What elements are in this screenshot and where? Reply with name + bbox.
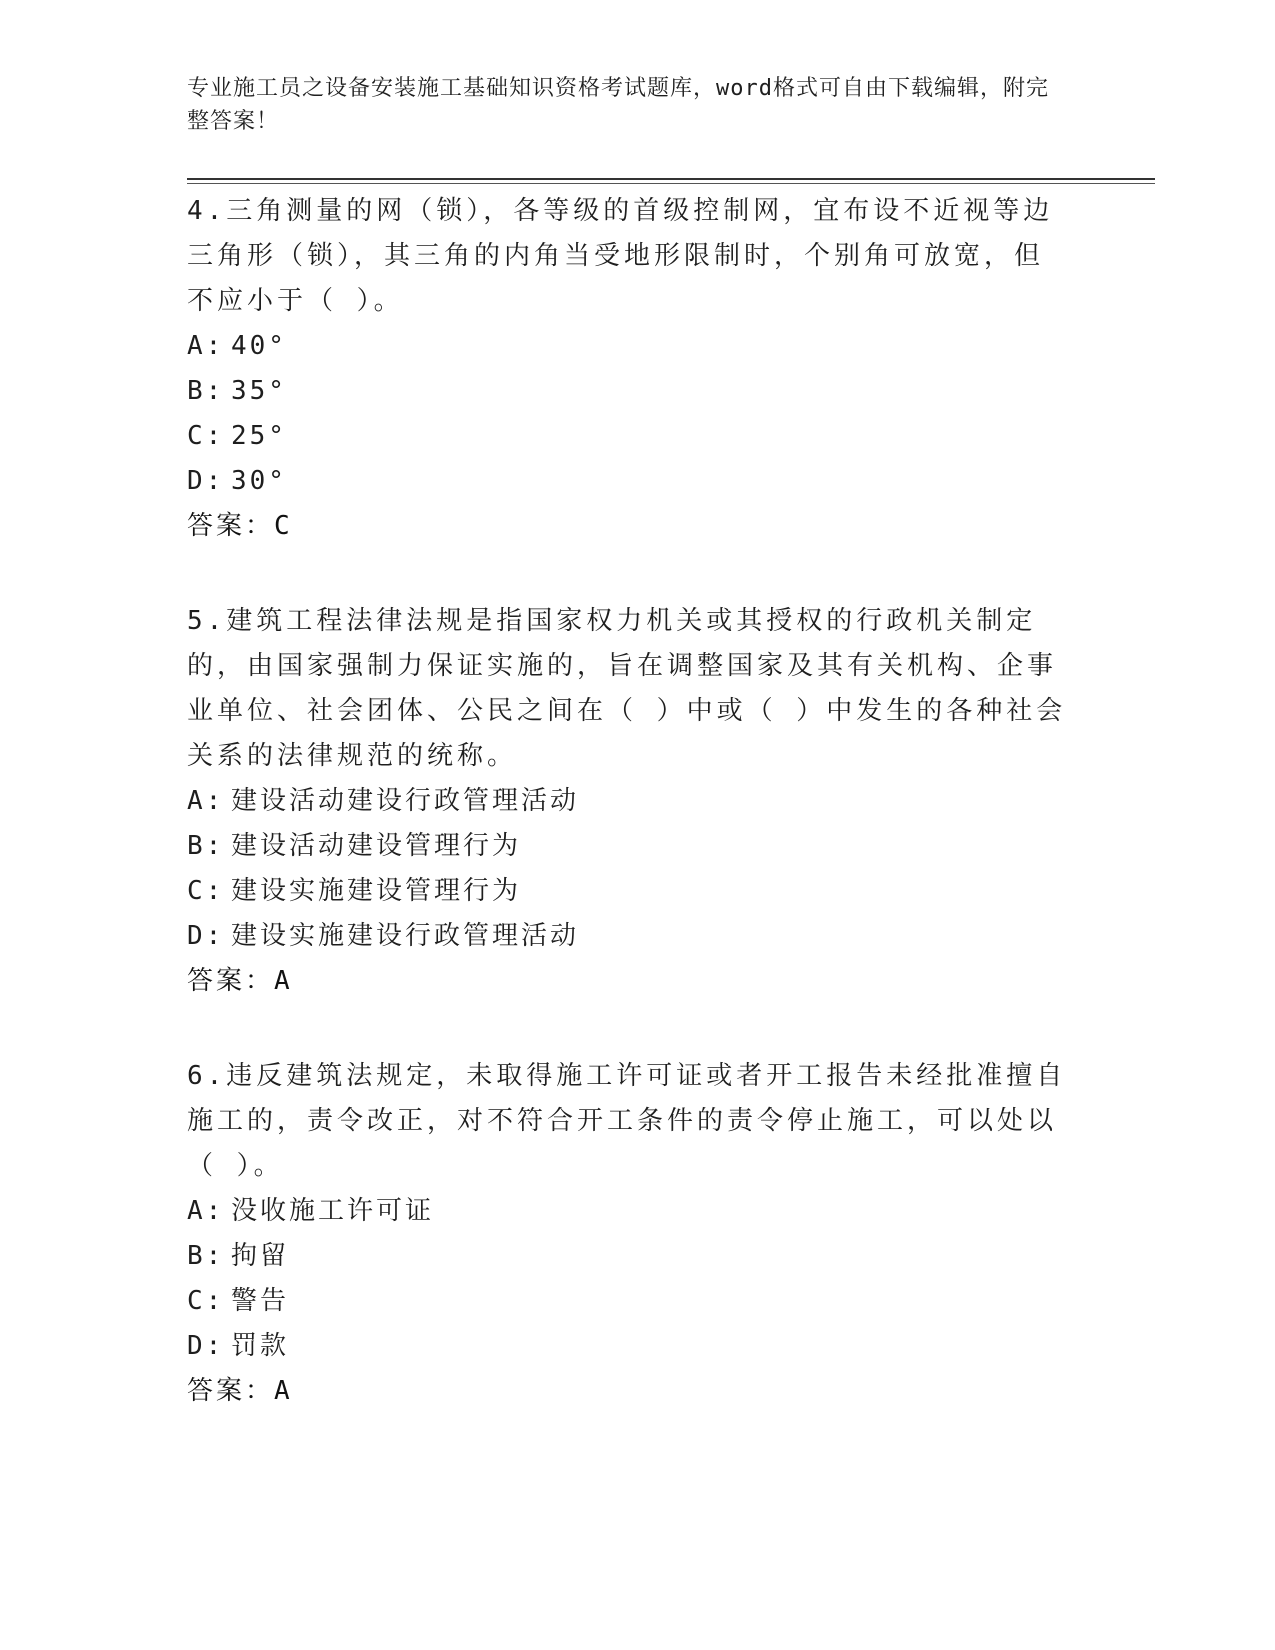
option-key: D: <box>187 921 225 951</box>
option-b <box>187 369 1067 414</box>
option-a <box>187 779 1067 824</box>
option-d <box>187 914 1067 959</box>
option-text: 35° <box>231 376 287 406</box>
option-d <box>187 459 1067 504</box>
option-key: B: <box>187 1241 225 1271</box>
question-stem: 5.建筑工程法律法规是指国家权力机关或其授权的行政机关制定的，由国家强制力保证实施的，旨在调整国家及其有关机构、企事业单位、社会团体、公民之间在（ ）中或（ ）中发生的各种社会关系的法律规范的统称。 <box>187 606 1067 771</box>
option-key: D: <box>187 466 225 496</box>
option-c <box>187 869 1067 914</box>
header-divider-thin <box>187 183 1155 184</box>
option-a <box>187 324 1067 369</box>
answer-line: 答案：A <box>187 1376 293 1406</box>
option-text: 罚款 <box>231 1331 290 1361</box>
option-b <box>187 1234 1067 1279</box>
question-5 <box>187 599 1067 1004</box>
question-4 <box>187 189 1067 549</box>
option-text: 建设活动建设管理行为 <box>231 831 522 861</box>
option-d <box>187 1324 1067 1369</box>
option-key: D: <box>187 1331 225 1361</box>
option-key: C: <box>187 421 225 451</box>
question-stem: 4.三角测量的网（锁），各等级的首级控制网，宜布设不近视等边三角形（锁），其三角的内角当受地形限制时，个别角可放宽，但不应小于（ ）。 <box>187 196 1054 316</box>
option-text: 建设活动建设行政管理活动 <box>231 786 580 816</box>
option-text: 建设实施建设行政管理活动 <box>231 921 580 951</box>
option-key: A: <box>187 786 225 816</box>
option-key: B: <box>187 831 225 861</box>
answer-line: 答案：A <box>187 966 293 996</box>
question-6 <box>187 1054 1067 1414</box>
option-c <box>187 1279 1067 1324</box>
header-divider-thick <box>187 178 1155 180</box>
option-text: 拘留 <box>231 1241 290 1271</box>
option-key: B: <box>187 376 225 406</box>
option-a <box>187 1189 1067 1234</box>
option-text: 40° <box>231 331 287 361</box>
option-key: A: <box>187 1196 225 1226</box>
option-c <box>187 414 1067 459</box>
answer-line: 答案：C <box>187 511 293 541</box>
option-text: 没收施工许可证 <box>231 1196 435 1226</box>
question-stem: 6.违反建筑法规定，未取得施工许可证或者开工报告未经批准擅自施工的，责令改正，对不符合开工条件的责令停止施工，可以处以（ ）。 <box>187 1061 1067 1181</box>
option-text: 25° <box>231 421 287 451</box>
option-text: 30° <box>231 466 287 496</box>
option-text: 建设实施建设管理行为 <box>231 876 522 906</box>
option-key: A: <box>187 331 225 361</box>
document-header: 专业施工员之设备安装施工基础知识资格考试题库，word格式可自由下载编辑，附完整答案！ <box>187 76 1049 134</box>
option-key: C: <box>187 876 225 906</box>
option-key: C: <box>187 1286 225 1316</box>
option-text: 警告 <box>231 1286 290 1316</box>
option-b <box>187 824 1067 869</box>
